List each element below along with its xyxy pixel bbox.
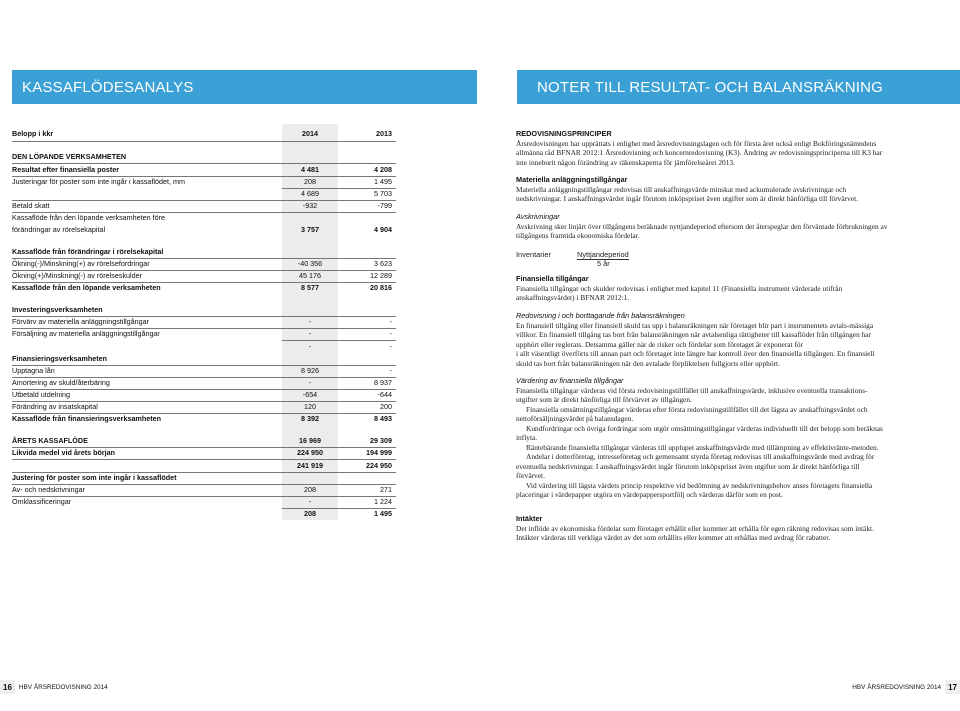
row-value-2014: -: [308, 329, 312, 338]
table-row: [12, 164, 396, 176]
row-value-2013: 194 999: [366, 448, 392, 457]
table-row: [12, 188, 396, 200]
row-label: Justering för poster som inte ingår i kassaflödet: [12, 473, 177, 482]
row-value-2013: 5 703: [374, 189, 392, 198]
divider: [12, 141, 396, 142]
row-label: ÅRETS KASSAFLÖDE: [12, 436, 88, 445]
row-label: Kassaflöde från den löpande verksamheten: [12, 283, 161, 292]
row-value-2014: 8 926: [301, 366, 319, 375]
valuation-text-6: Vid värdering till lägsta värdets princip respektive vid bedömning av nedskrivningsbehov anses företagets finansiella placeringar i värdepapper utgöra en värdepappersportfölj och värderas därför som en post.: [516, 480, 873, 499]
left-footer: [0, 680, 108, 694]
table-row: [12, 341, 396, 353]
table-row: [12, 304, 396, 316]
left-page-number: 16: [0, 680, 15, 694]
row-value-2013: 4 208: [374, 165, 392, 174]
useful-life-heading: Nyttjandeperiod: [577, 250, 629, 259]
row-value-2014: 16 969: [299, 436, 321, 445]
useful-life-value: 5 år: [597, 259, 610, 268]
row-label: Ökning(-)/Minskning(+) av rörelsefordringar: [12, 259, 150, 268]
financial-heading: Finansiella tillgångar: [516, 274, 589, 283]
row-value-2013: -: [389, 342, 392, 351]
table-row: [12, 224, 396, 236]
row-value-2014: 45 176: [299, 271, 321, 280]
financial-assets-section: [516, 274, 888, 303]
row-label: Förändring av insatskapital: [12, 402, 98, 411]
row-label: Kassaflöde från förändringar i rörelsekapital: [12, 247, 164, 256]
header-label: Belopp i kkr: [12, 129, 54, 138]
table-row: [12, 151, 396, 163]
valuation-text-1: Finansiella tillgångar värderas vid första redovisningstillfället till anskaffningsvärde, inklusive eventuella transaktions-utgifter som är direkt hänförliga till förvärvet av tillgången.: [516, 385, 868, 404]
table-row: [12, 377, 396, 389]
table-header: [12, 128, 396, 140]
row-label: Justeringar för poster som inte ingår i kassaflödet, mm: [12, 177, 185, 186]
right-page-number: 17: [945, 680, 960, 694]
row-label: Omklassificeringar: [12, 497, 72, 506]
row-value-2014: -654: [302, 390, 318, 399]
row-label: Amortering av skuld/återbäring: [12, 378, 110, 387]
row-value-2013: 1 495: [374, 177, 392, 186]
useful-life-asset: Inventarier: [516, 250, 551, 259]
row-label: Investeringsverksamheten: [12, 305, 103, 314]
table-row: [12, 176, 396, 188]
row-value-2013: 1 495: [374, 509, 392, 518]
header-year-2014: 2014: [302, 129, 318, 138]
row-label: Kassaflöde från finansieringsverksamheten: [12, 414, 161, 423]
principles-text: Årsredovisningen har upprättats i enlighet med årsredovisningslagen och för första året också enligt Bokföringsnämndens allmänna råd BFNAR 2012:1 Årsredovisning och koncernredovisning (K3). Ändring av redovisningsprinciperna till K3 har inte inneburit någon förändring av räkenskaperna för jämförelseåret 2013.: [516, 138, 883, 167]
row-value-2013: 200: [380, 402, 392, 411]
tangible-text: Materiella anläggningstillgångar redovisas till anskaffningsvärde minskat med ackumulerade avskrivningar och nedskrivningar. I anskaffningsvärdet ingår förutom inköpspriset även utgifter som är direkt hänförliga till förvärvet.: [516, 184, 858, 203]
row-value-2014: 208: [304, 177, 316, 186]
table-row: [12, 508, 396, 520]
row-label: förändringar av rörelsekapital: [12, 225, 106, 234]
row-label: Upptagna lån: [12, 366, 55, 375]
row-value-2013: 271: [380, 485, 392, 494]
row-value-2014: 208: [304, 509, 316, 518]
row-value-2013: 20 816: [370, 283, 392, 292]
row-value-2013: 1 224: [374, 497, 392, 506]
table-row: [12, 258, 396, 270]
right-footer-text: HBV ÅRSREDOVISNING 2014: [852, 683, 942, 691]
row-value-2013: 8 493: [374, 414, 392, 423]
table-row: [12, 365, 396, 377]
row-label: Kassaflöde från den löpande verksamheten före: [12, 213, 166, 222]
valuation-text-2: Finansiella omsättningstillgångar värderas efter första redovisningstillfället till det lägsta av anskaffningsvärdet och nettoförsäljningsvärdet på balansdagen.: [516, 404, 868, 423]
row-label: Försäljning av materiella anläggningstillgångar: [12, 329, 160, 338]
row-value-2014: 208: [304, 485, 316, 494]
table-row: [12, 447, 396, 459]
valuation-text-3: Kundfordringar och övriga fordringar som utgör omsättningstillgångar värderas individuellt till det belopp som beräknas inflyta.: [516, 423, 883, 442]
table-row: [12, 316, 396, 328]
recognition-text-1: En finansiell tillgång eller finansiell skuld tas upp i balansräkningen när företaget blir part i instrumentets avtals-mässiga villkor. En finansiell tillgång tas bort från balansräkningen när avtalsenliga rättigheter till kassaflödet från tillgången har upphört eller reglerats. Detsamma gäller när de risker och fördelar som företaget är exponerat för: [516, 320, 874, 349]
table-row: [12, 435, 396, 447]
left-footer-text: HBV ÅRSREDOVISNING 2014: [18, 683, 108, 691]
row-value-2014: 8 392: [301, 414, 319, 423]
right-footer: [852, 680, 960, 694]
row-value-2013: 4 904: [374, 225, 392, 234]
principles-section: [516, 129, 888, 167]
income-heading: Intäkter: [516, 514, 543, 523]
table-row: [12, 413, 396, 425]
table-row: [12, 328, 396, 340]
row-value-2014: 224 950: [297, 448, 323, 457]
row-label: Förvärv av materiella anläggningstillgångar: [12, 317, 150, 326]
row-value-2013: 12 289: [370, 271, 392, 280]
financial-text: Finansiella tillgångar och skulder redovisas i enlighet med kapitel 11 (Finansiella instrument värderade utifrån anskaffningsvärdet) i BFNAR 2012:1.: [516, 283, 843, 302]
tangible-assets-section: [516, 175, 888, 204]
row-label: Utbetald utdelning: [12, 390, 70, 399]
tangible-heading: Materiella anläggningstillgångar: [516, 175, 628, 184]
row-value-2013: -: [389, 317, 392, 326]
table-row: [12, 401, 396, 413]
row-value-2013: -799: [377, 201, 392, 210]
row-label: Resultat efter finansiella poster: [12, 165, 120, 174]
depreciation-heading: Avskrivningar: [516, 212, 560, 221]
valuation-section: [516, 376, 888, 500]
table-row: [12, 389, 396, 401]
table-row: [12, 460, 396, 472]
row-value-2014: 3 757: [301, 225, 319, 234]
table-row: [12, 200, 396, 212]
depreciation-text: Avskrivning sker linjärt över tillgångens beräknade nyttjandeperiod eftersom det återspeglar den förväntade förbrukningen av tillgångens framtida ekonomiska fördelar.: [516, 221, 888, 240]
table-row: [12, 353, 396, 365]
row-value-2014: 241 919: [297, 461, 323, 470]
row-value-2013: 224 950: [366, 461, 392, 470]
principles-heading: REDOVISNINGSPRINCIPER: [516, 129, 612, 138]
row-label: Ökning(+)/Minskning(-) av rörelseskulder: [12, 271, 143, 280]
row-value-2014: -: [308, 497, 312, 506]
recognition-text-2: i allt väsentligt överförts till annan part och företaget inte längre har kontroll över den finansiella tillgången. En finansiell skuld tas bort från balansräkningen när den avtalade förpliktelsen fullgjorts eller upphört.: [516, 349, 875, 368]
recognition-heading: Redovisning i och borttagande från balansräkningen: [516, 311, 685, 320]
valuation-text-4: Räntebärande finansiella tillgångar värderas till upplupet anskaffningsvärde med tillämpning av effektivränte-metoden.: [526, 442, 879, 452]
row-label: Av- och nedskrivningar: [12, 485, 85, 494]
table-row: [12, 472, 396, 484]
recognition-section: [516, 311, 888, 368]
table-row: [12, 496, 396, 508]
table-row: [12, 484, 396, 496]
row-value-2014: 4 689: [301, 189, 319, 198]
row-label: DEN LÖPANDE VERKSAMHETEN: [12, 152, 127, 161]
table-row: [12, 246, 396, 258]
row-value-2013: -644: [377, 390, 392, 399]
table-row: [12, 282, 396, 294]
row-value-2014: -932: [302, 201, 318, 210]
row-label: Betald skatt: [12, 201, 50, 210]
valuation-heading: Värdering av finansiella tillgångar: [516, 376, 624, 385]
row-value-2013: -: [389, 329, 392, 338]
row-value-2013: 3 623: [374, 259, 392, 268]
valuation-text-5: Andelar i dotterföretag, intresseföretag och gemensamt styrda företag redovisas till anskaffningsvärde med avdrag för eventuella nedskrivningar. I anskaffningsvärdet ingår förutom inköpspriset även utgifter som är direkt hänförliga till förvärvet.: [516, 452, 875, 480]
row-value-2014: -: [308, 342, 312, 351]
row-value-2014: -40 356: [297, 259, 323, 268]
notes-banner: NOTER TILL RESULTAT- OCH BALANSRÄKNING: [517, 70, 960, 104]
income-section: [516, 514, 888, 543]
row-label: Likvida medel vid årets början: [12, 448, 116, 457]
row-value-2014: -: [308, 317, 312, 326]
row-value-2013: 29 309: [370, 436, 392, 445]
depreciation-section: [516, 212, 888, 241]
row-value-2013: 8 937: [374, 378, 392, 387]
table-row: [12, 212, 396, 224]
row-value-2013: -: [389, 366, 392, 375]
cashflow-banner: KASSAFLÖDESANALYS: [12, 70, 477, 104]
table-row: [12, 270, 396, 282]
header-year-2013: 2013: [376, 129, 392, 138]
row-value-2014: 120: [304, 402, 316, 411]
row-value-2014: 4 481: [301, 165, 319, 174]
row-value-2014: -: [308, 378, 312, 387]
income-text: Det inflöde av ekonomiska fördelar som företaget erhållit eller kommer att erhålla för egen räkning redovisas som intäkt. Intäkter värderas till verkliga värdet av det som erhållits eller kommer att erhållas med avdrag för rabatter.: [516, 523, 874, 542]
row-value-2014: 8 577: [301, 283, 319, 292]
row-label: Finansieringsverksamheten: [12, 354, 108, 363]
